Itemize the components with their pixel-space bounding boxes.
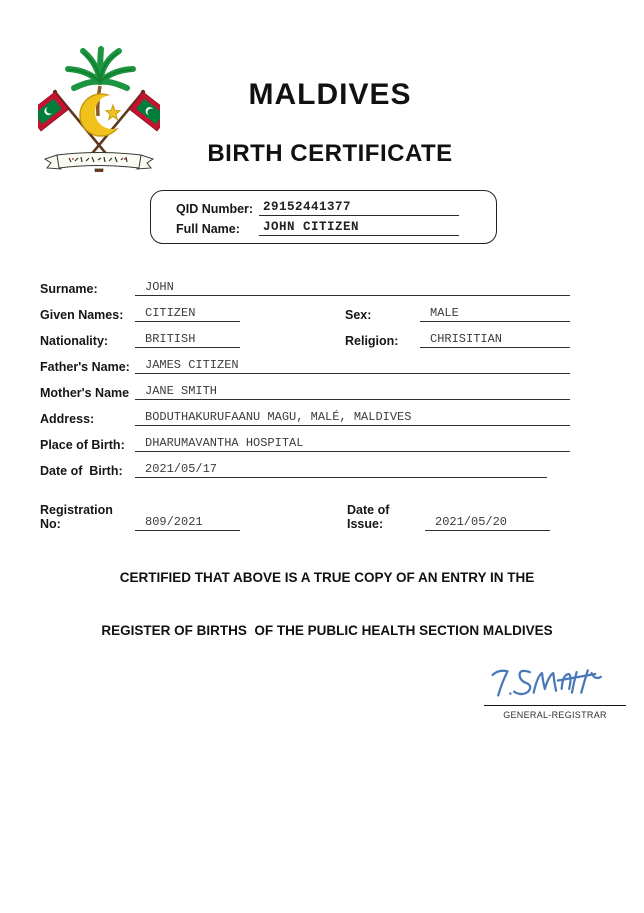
sex-value: MALE: [420, 306, 570, 322]
signature-divider: [484, 705, 626, 706]
fields-section: [40, 280, 570, 488]
given-names-sex-row: [40, 306, 570, 322]
religion-value: CHRISITIAN: [420, 332, 570, 348]
certification-line-1: CERTIFIED THAT ABOVE IS A TRUE COPY OF AN ENTRY IN THE: [119, 570, 535, 585]
address-label: Address:: [40, 412, 95, 426]
place-of-birth-label: Place of Birth:: [40, 438, 125, 452]
date-of-issue-label: Date of Issue:: [347, 503, 390, 531]
nationality-religion-row: [40, 332, 570, 348]
maldives-flag-left: [38, 92, 69, 131]
general-registrar-label: GENERAL-REGISTRAR: [503, 710, 607, 720]
qid-row: [176, 199, 496, 216]
address-value: BODUTHAKURUFAANU MAGU, MALÉ, MALDIVES: [135, 410, 570, 426]
full-name-row: [176, 219, 496, 236]
address-row: [40, 410, 570, 426]
sex-label: Sex:: [345, 308, 372, 322]
nationality-label: Nationality:: [40, 334, 109, 348]
given-names-value: CITIZEN: [135, 306, 240, 322]
certification-line-2: REGISTER OF BIRTHS OF THE PUBLIC HEALTH SECTION MALDIVES: [101, 623, 553, 638]
header: [110, 0, 550, 168]
date-of-birth-label: Date of Birth:: [40, 464, 123, 478]
full-name-label: Full Name:: [176, 222, 240, 236]
date-of-issue-value: 2021/05/20: [425, 515, 550, 531]
emblem-base: [87, 169, 111, 172]
given-names-label: Given Names:: [40, 308, 124, 322]
qid-value: 29152441377: [259, 200, 459, 216]
mother-name-label: Mother's Name: [40, 386, 130, 400]
registration-no-value: 809/2021: [135, 515, 240, 531]
registration-no-label: Registration No:: [40, 503, 113, 531]
qid-label: QID Number:: [176, 202, 254, 216]
nationality-value: BRITISH: [135, 332, 240, 348]
father-name-row: [40, 358, 570, 374]
registration-row: [40, 503, 570, 531]
surname-row: [40, 280, 570, 296]
full-name-value: JOHN CITIZEN: [259, 220, 459, 236]
father-name-label: Father's Name:: [40, 360, 130, 374]
id-box: [150, 190, 497, 244]
date-of-birth-row: [40, 462, 570, 478]
father-name-value: JAMES CITIZEN: [135, 358, 570, 374]
date-of-birth-value: 2021/05/17: [135, 462, 547, 478]
surname-label: Surname:: [40, 282, 98, 296]
place-of-birth-row: [40, 436, 570, 452]
mother-name-row: [40, 384, 570, 400]
surname-value: JOHN: [135, 280, 570, 296]
place-of-birth-value: DHARUMAVANTHA HOSPITAL: [135, 436, 570, 452]
mother-name-value: JANE SMITH: [135, 384, 570, 400]
religion-label: Religion:: [345, 334, 399, 348]
page-subtitle: BIRTH CERTIFICATE: [207, 140, 453, 167]
signature-icon: [486, 660, 628, 702]
page-title: MALDIVES: [248, 78, 412, 111]
